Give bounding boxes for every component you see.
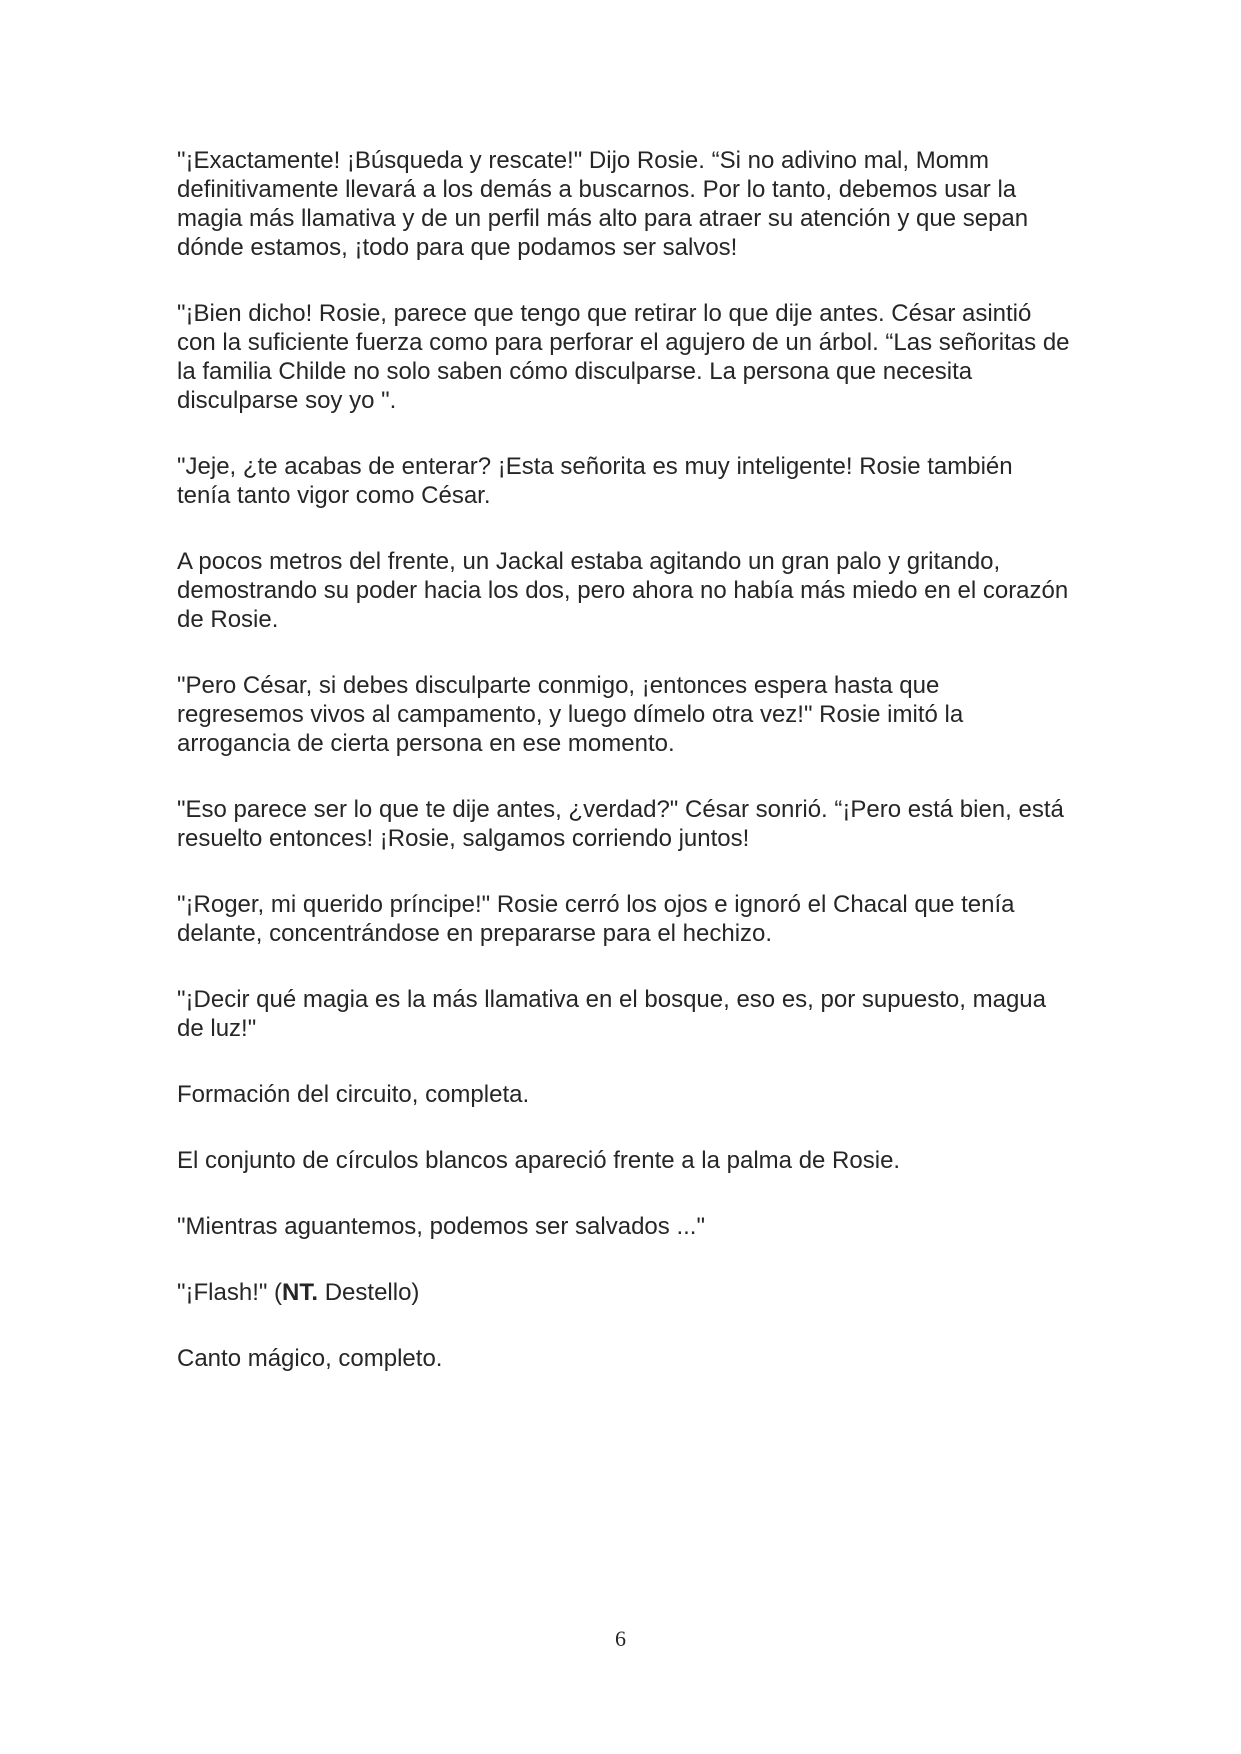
- page-number: 6: [615, 1626, 626, 1651]
- paragraph-final: Canto mágico, completo.: [177, 1345, 443, 1372]
- paragraph-flash: [177, 1278, 1072, 1307]
- paragraph-5: "Pero César, si debes disculparte conmigo, ¡entonces espera hasta que regresemos vivos al campamento, y luego dímelo otra vez!" Rosie imitó la arrogancia de cierta persona en ese momento.: [177, 672, 964, 757]
- paragraph-8: "¡Decir qué magia es la más llamativa en el bosque, eso es, por supuesto, magua de luz!": [177, 986, 1046, 1042]
- flash-text-before: "¡Flash!" (: [177, 1279, 283, 1306]
- paragraph-1: "¡Exactamente! ¡Búsqueda y rescate!" Dijo Rosie. “Si no adivino mal, Momm definitivamente llevará a los demás a buscarnos. Por lo tanto, debemos usar la magia más llamativa y de un perfil más alto para atraer su atención y que sepan dónde estamos, ¡todo para que podamos ser salvos!: [177, 147, 1029, 261]
- paragraph-10: El conjunto de círculos blancos apareció frente a la palma de Rosie.: [177, 1147, 901, 1174]
- page-body: [177, 146, 1072, 1410]
- flash-text-after: Destello): [318, 1279, 420, 1306]
- paragraph-3: "Jeje, ¿te acabas de enterar? ¡Esta señorita es muy inteligente! Rosie también tenía tanto vigor como César.: [177, 453, 1013, 509]
- paragraph-2: "¡Bien dicho! Rosie, parece que tengo que retirar lo que dije antes. César asintió con la suficiente fuerza como para perforar el agujero de un árbol. “Las señoritas de la familia Childe no solo saben cómo disculparse. La persona que necesita disculparse soy yo ".: [177, 300, 1070, 414]
- paragraph-4: A pocos metros del frente, un Jackal estaba agitando un gran palo y gritando, demostrando su poder hacia los dos, pero ahora no había más miedo en el corazón de Rosie.: [177, 548, 1069, 633]
- paragraph-9: Formación del circuito, completa.: [177, 1081, 530, 1108]
- paragraph-6: "Eso parece ser lo que te dije antes, ¿verdad?" César sonrió. “¡Pero está bien, está resuelto entonces! ¡Rosie, salgamos corriendo juntos!: [177, 796, 1064, 852]
- paragraph-7: "¡Roger, mi querido príncipe!" Rosie cerró los ojos e ignoró el Chacal que tenía delante, concentrándose en prepararse para el hechizo.: [177, 891, 1015, 947]
- paragraph-11: "Mientras aguantemos, podemos ser salvados ...": [177, 1213, 705, 1240]
- translator-note-label: NT.: [282, 1279, 319, 1306]
